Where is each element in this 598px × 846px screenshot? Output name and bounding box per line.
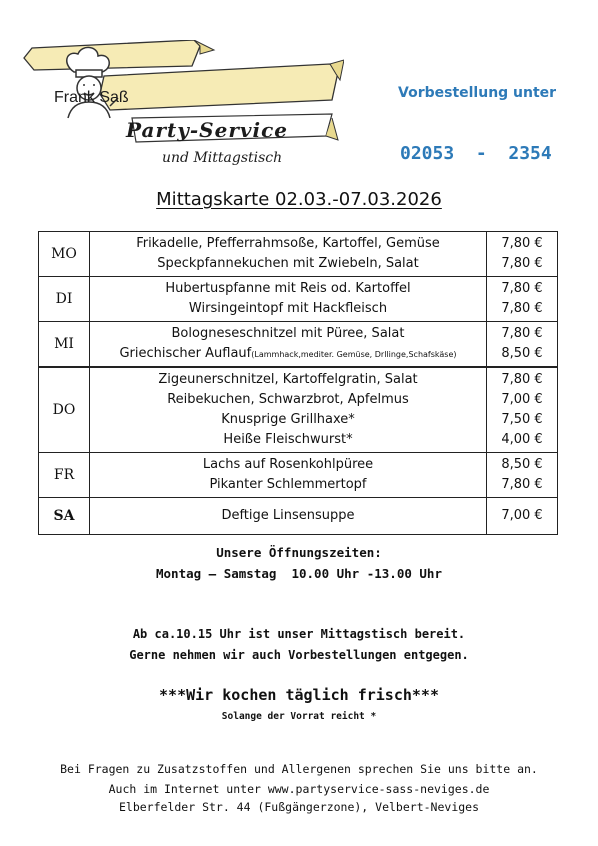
fresh-cooking-note: ***Wir kochen täglich frisch*** (159, 686, 439, 704)
dish-name: Knusprige Grillhaxe* (221, 412, 355, 427)
price-cell (487, 367, 558, 453)
dish-cell (90, 367, 487, 453)
company-logo (14, 40, 344, 166)
dish-price: 7,80 € (501, 301, 543, 316)
price-cell (487, 322, 558, 368)
day-label: MO (39, 232, 90, 277)
dish-name: Hubertuspfanne mit Reis od. Kartoffel (165, 281, 411, 296)
dish-price: 7,80 € (501, 256, 543, 271)
dish-name: Pikanter Schlemmertopf (209, 477, 367, 492)
dish-name: Deftige Linsensuppe (221, 508, 355, 523)
notice-line-1: Ab ca.10.15 Uhr ist unser Mittagstisch bereit. (132, 627, 466, 641)
dish-price: 7,80 € (501, 326, 543, 341)
dish-price: 7,50 € (501, 412, 543, 427)
menu-title-text: Mittagskarte 02.03.-07.03.2026 (156, 189, 442, 210)
dish-name: Zigeunerschnitzel, Kartoffelgratin, Salat (158, 372, 418, 387)
logo-title: Party-Service (126, 118, 288, 142)
footer-address: Elberfelder Str. 44 (Fußgängerzone), Velbert-Neviges (118, 800, 480, 814)
dish-name: Heiße Fleischwurst* (223, 432, 353, 447)
dish-cell (90, 498, 487, 535)
price-cell (487, 498, 558, 535)
price-cell (487, 453, 558, 498)
menu-row-mi (39, 322, 558, 368)
dish-cell (90, 453, 487, 498)
menu-row-mo (39, 232, 558, 277)
menu-row-fr (39, 453, 558, 498)
dish-name: Griechischer Auflauf (119, 346, 252, 361)
dish-cell (90, 322, 487, 368)
dish-price: 7,80 € (501, 236, 543, 251)
price-cell (487, 232, 558, 277)
opening-hours-title: Unsere Öffnungszeiten: (216, 545, 382, 560)
dish-name: Wirsingeintopf mit Hackfleisch (188, 301, 388, 316)
day-label: MI (39, 322, 90, 368)
menu-row-sa (39, 498, 558, 535)
day-label: FR (39, 453, 90, 498)
day-label: DI (39, 277, 90, 322)
day-label: SA (39, 498, 90, 535)
dish-name: Bologneseschnitzel mit Püree, Salat (171, 326, 405, 341)
day-label: DO (39, 367, 90, 453)
notice-line-2: Gerne nehmen wir auch Vorbestellungen entgegen. (129, 648, 469, 662)
dish-name: Frikadelle, Pfefferrahmsoße, Kartoffel, Gemüse (136, 236, 440, 251)
opening-hours: Montag – Samstag 10.00 Uhr -13.00 Uhr (156, 566, 442, 581)
dish-name: Lachs auf Rosenkohlpüree (202, 457, 374, 472)
menu-row-di (39, 277, 558, 322)
dish-note: (Lammhack,mediter. Gemüse, Drllinge,Schafskäse) (251, 350, 457, 359)
menu-row-do (39, 367, 558, 453)
dish-price: 7,00 € (501, 508, 543, 523)
dish-price: 4,00 € (501, 432, 543, 447)
phone-number: 02053 - 2354 (400, 143, 552, 164)
stock-note: Solange der Vorrat reicht * (221, 711, 377, 722)
dish-price: 8,50 € (501, 457, 543, 472)
dish-name: Speckpfannekuchen mit Zwiebeln, Salat (157, 256, 419, 271)
dish-cell (90, 277, 487, 322)
price-cell (487, 277, 558, 322)
dish-cell (90, 232, 487, 277)
dish-price: 7,80 € (501, 372, 543, 387)
dish-price: 7,80 € (501, 281, 543, 296)
dish-line (94, 344, 482, 364)
logo-subtitle: und Mittagstisch (162, 150, 283, 166)
footer-allergen-note: Bei Fragen zu Zusatzstoffen und Allergenen sprechen Sie uns bitte an. (60, 762, 538, 776)
logo-owner-name: Frank Saß (54, 89, 129, 106)
dish-price: 8,50 € (501, 346, 543, 361)
menu-table (38, 231, 558, 535)
dish-price: 7,80 € (501, 477, 543, 492)
dish-name: Reibekuchen, Schwarzbrot, Apfelmus (167, 392, 409, 407)
footer-website: Auch im Internet unter www.partyservice-sass-neviges.de (108, 782, 490, 796)
menu-title (0, 189, 598, 210)
dish-price: 7,00 € (501, 392, 543, 407)
preorder-label: Vorbestellung unter (398, 85, 557, 101)
